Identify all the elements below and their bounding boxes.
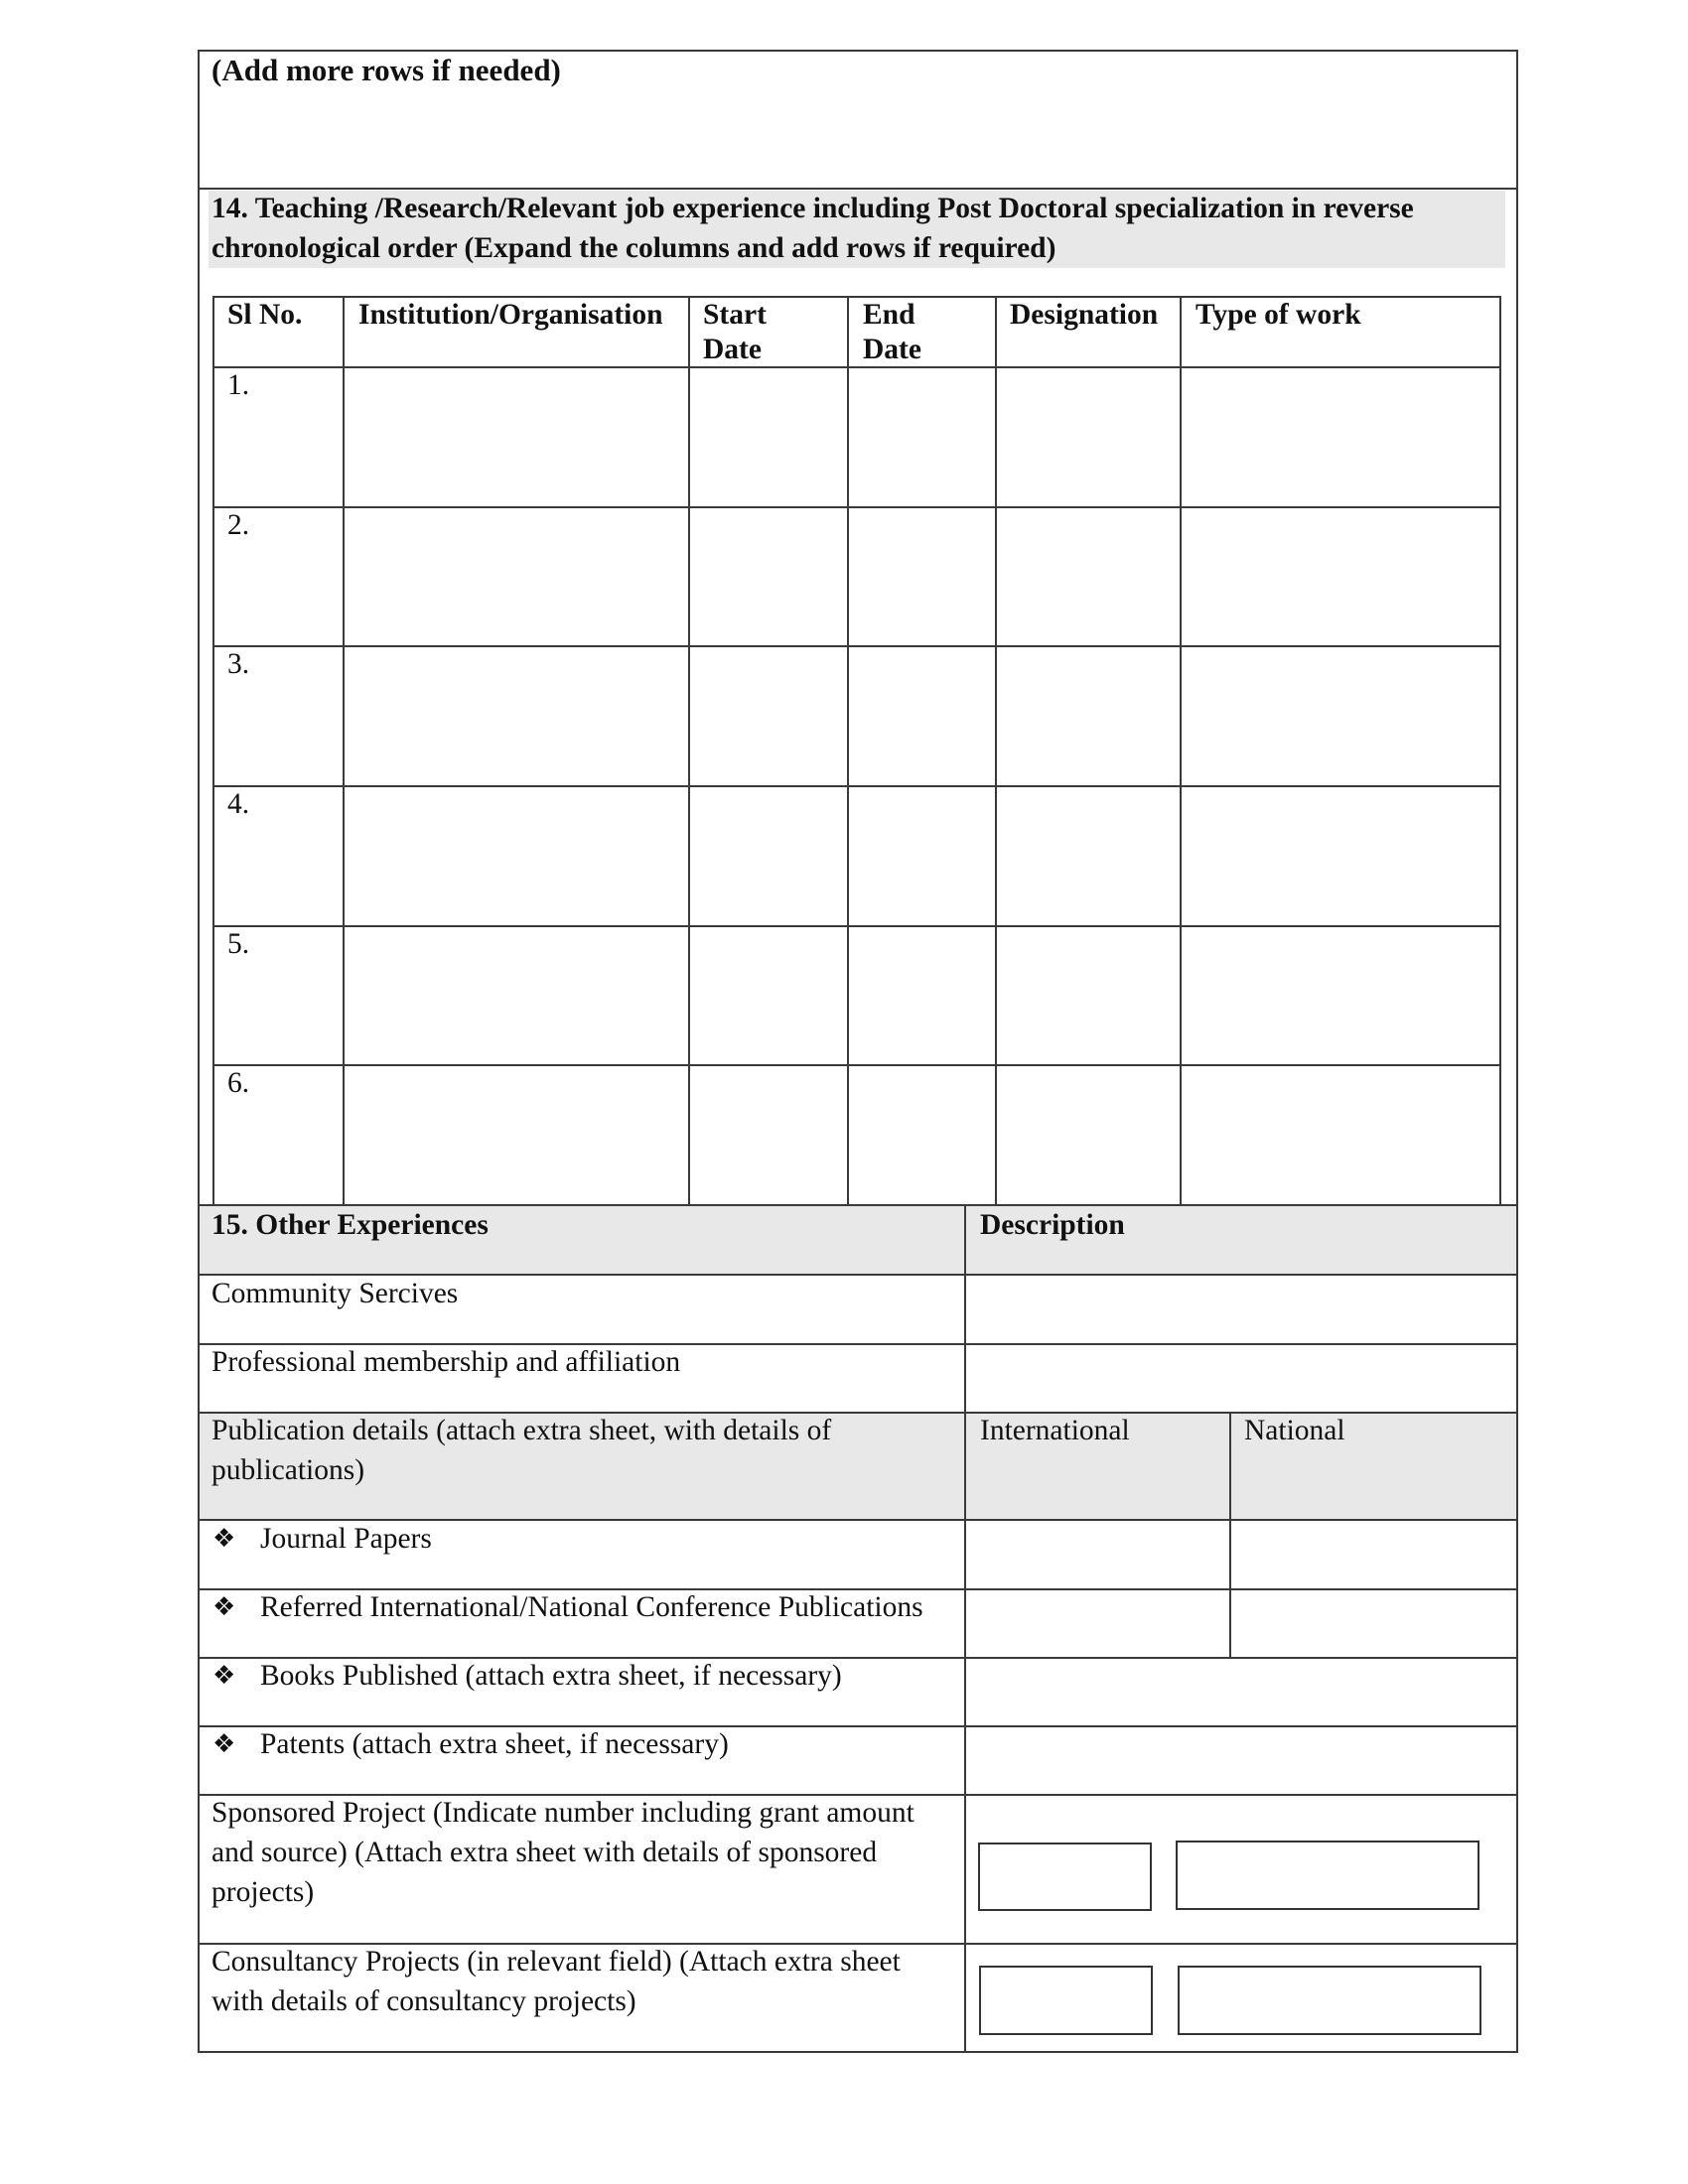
sponsored-project-line3: projects)	[211, 1876, 315, 1908]
exp-row-line-3	[212, 785, 1501, 787]
patents-label: Patents (attach extra sheet, if necessary)	[260, 1728, 729, 1760]
exp-col-line-1	[343, 296, 345, 1205]
exp-col-line-4	[995, 296, 997, 1205]
header-start-date-2: Date	[703, 334, 762, 365]
outer-border-right	[1516, 50, 1518, 2053]
row-number-3: 3.	[227, 648, 250, 680]
sponsored-project-line2: and source) (Attach extra sheet with details of sponsored	[211, 1837, 878, 1868]
header-end-date-2: Date	[863, 334, 921, 365]
exp-col-line-3	[847, 296, 849, 1205]
header-type-of-work: Type of work	[1196, 299, 1361, 331]
header-end-date-1: End	[863, 299, 915, 331]
exp-row-line-1	[212, 506, 1501, 508]
add-rows-note: (Add more rows if needed)	[211, 53, 561, 87]
row-number-6: 6.	[227, 1067, 250, 1099]
exp-row-line-5	[212, 1064, 1501, 1066]
row-number-2: 2.	[227, 509, 250, 541]
row-number-5: 5.	[227, 928, 250, 960]
header-start-date-1: Start	[703, 299, 767, 331]
sponsored-project-line1: Sponsored Project (Indicate number including grant amount	[211, 1797, 914, 1829]
exp-table-right	[1499, 296, 1501, 1205]
sponsored-number-box[interactable]	[978, 1843, 1152, 1911]
exp-row-line-4	[212, 925, 1501, 927]
s15-col-divider	[964, 1204, 966, 2053]
international-header: International	[980, 1415, 1130, 1446]
s15-intl-national-divider	[1229, 1412, 1231, 1658]
header-sl-no: Sl No.	[227, 299, 303, 331]
publication-details-line2: publications)	[211, 1454, 365, 1486]
consultancy-projects-line2: with details of consultancy projects)	[211, 1985, 636, 2017]
conference-bullet-icon: ❖	[212, 1592, 236, 1622]
publication-details-line1: Publication details (attach extra sheet, with details of	[211, 1415, 832, 1446]
community-services-label: Community Sercives	[211, 1278, 459, 1309]
consultancy-number-box[interactable]	[979, 1966, 1153, 2035]
exp-row-line-2	[212, 645, 1501, 647]
outer-border-bottom	[198, 2051, 1518, 2053]
journal-bullet-icon: ❖	[212, 1524, 236, 1554]
description-header: Description	[980, 1209, 1125, 1241]
sponsored-amount-box[interactable]	[1176, 1841, 1479, 1910]
consultancy-projects-line1: Consultancy Projects (in relevant field) (Attach extra sheet	[211, 1946, 901, 1978]
national-header: National	[1244, 1415, 1345, 1446]
row-number-4: 4.	[227, 788, 250, 820]
section-14-title-line2: chronological order (Expand the columns and add rows if required)	[211, 232, 1056, 264]
outer-border-left	[198, 50, 200, 2053]
consultancy-amount-box[interactable]	[1178, 1966, 1481, 2035]
exp-table-left	[212, 296, 214, 1205]
section-15-title: 15. Other Experiences	[211, 1209, 489, 1241]
conference-publications-label: Referred International/National Conference Publications	[260, 1591, 923, 1623]
header-designation: Designation	[1010, 299, 1159, 331]
exp-col-line-5	[1180, 296, 1182, 1205]
books-bullet-icon: ❖	[212, 1661, 236, 1691]
exp-col-line-2	[688, 296, 690, 1205]
section-14-title-line1: 14. Teaching /Research/Relevant job experience including Post Doctoral specialization in reverse	[211, 193, 1414, 224]
professional-membership-label: Professional membership and affiliation	[211, 1346, 681, 1378]
exp-row-line-header	[212, 366, 1501, 368]
row-number-1: 1.	[227, 369, 250, 401]
books-published-label: Books Published (attach extra sheet, if necessary)	[260, 1660, 842, 1692]
header-institution: Institution/Organisation	[358, 299, 663, 331]
journal-papers-label: Journal Papers	[260, 1523, 432, 1555]
patents-bullet-icon: ❖	[212, 1729, 236, 1759]
